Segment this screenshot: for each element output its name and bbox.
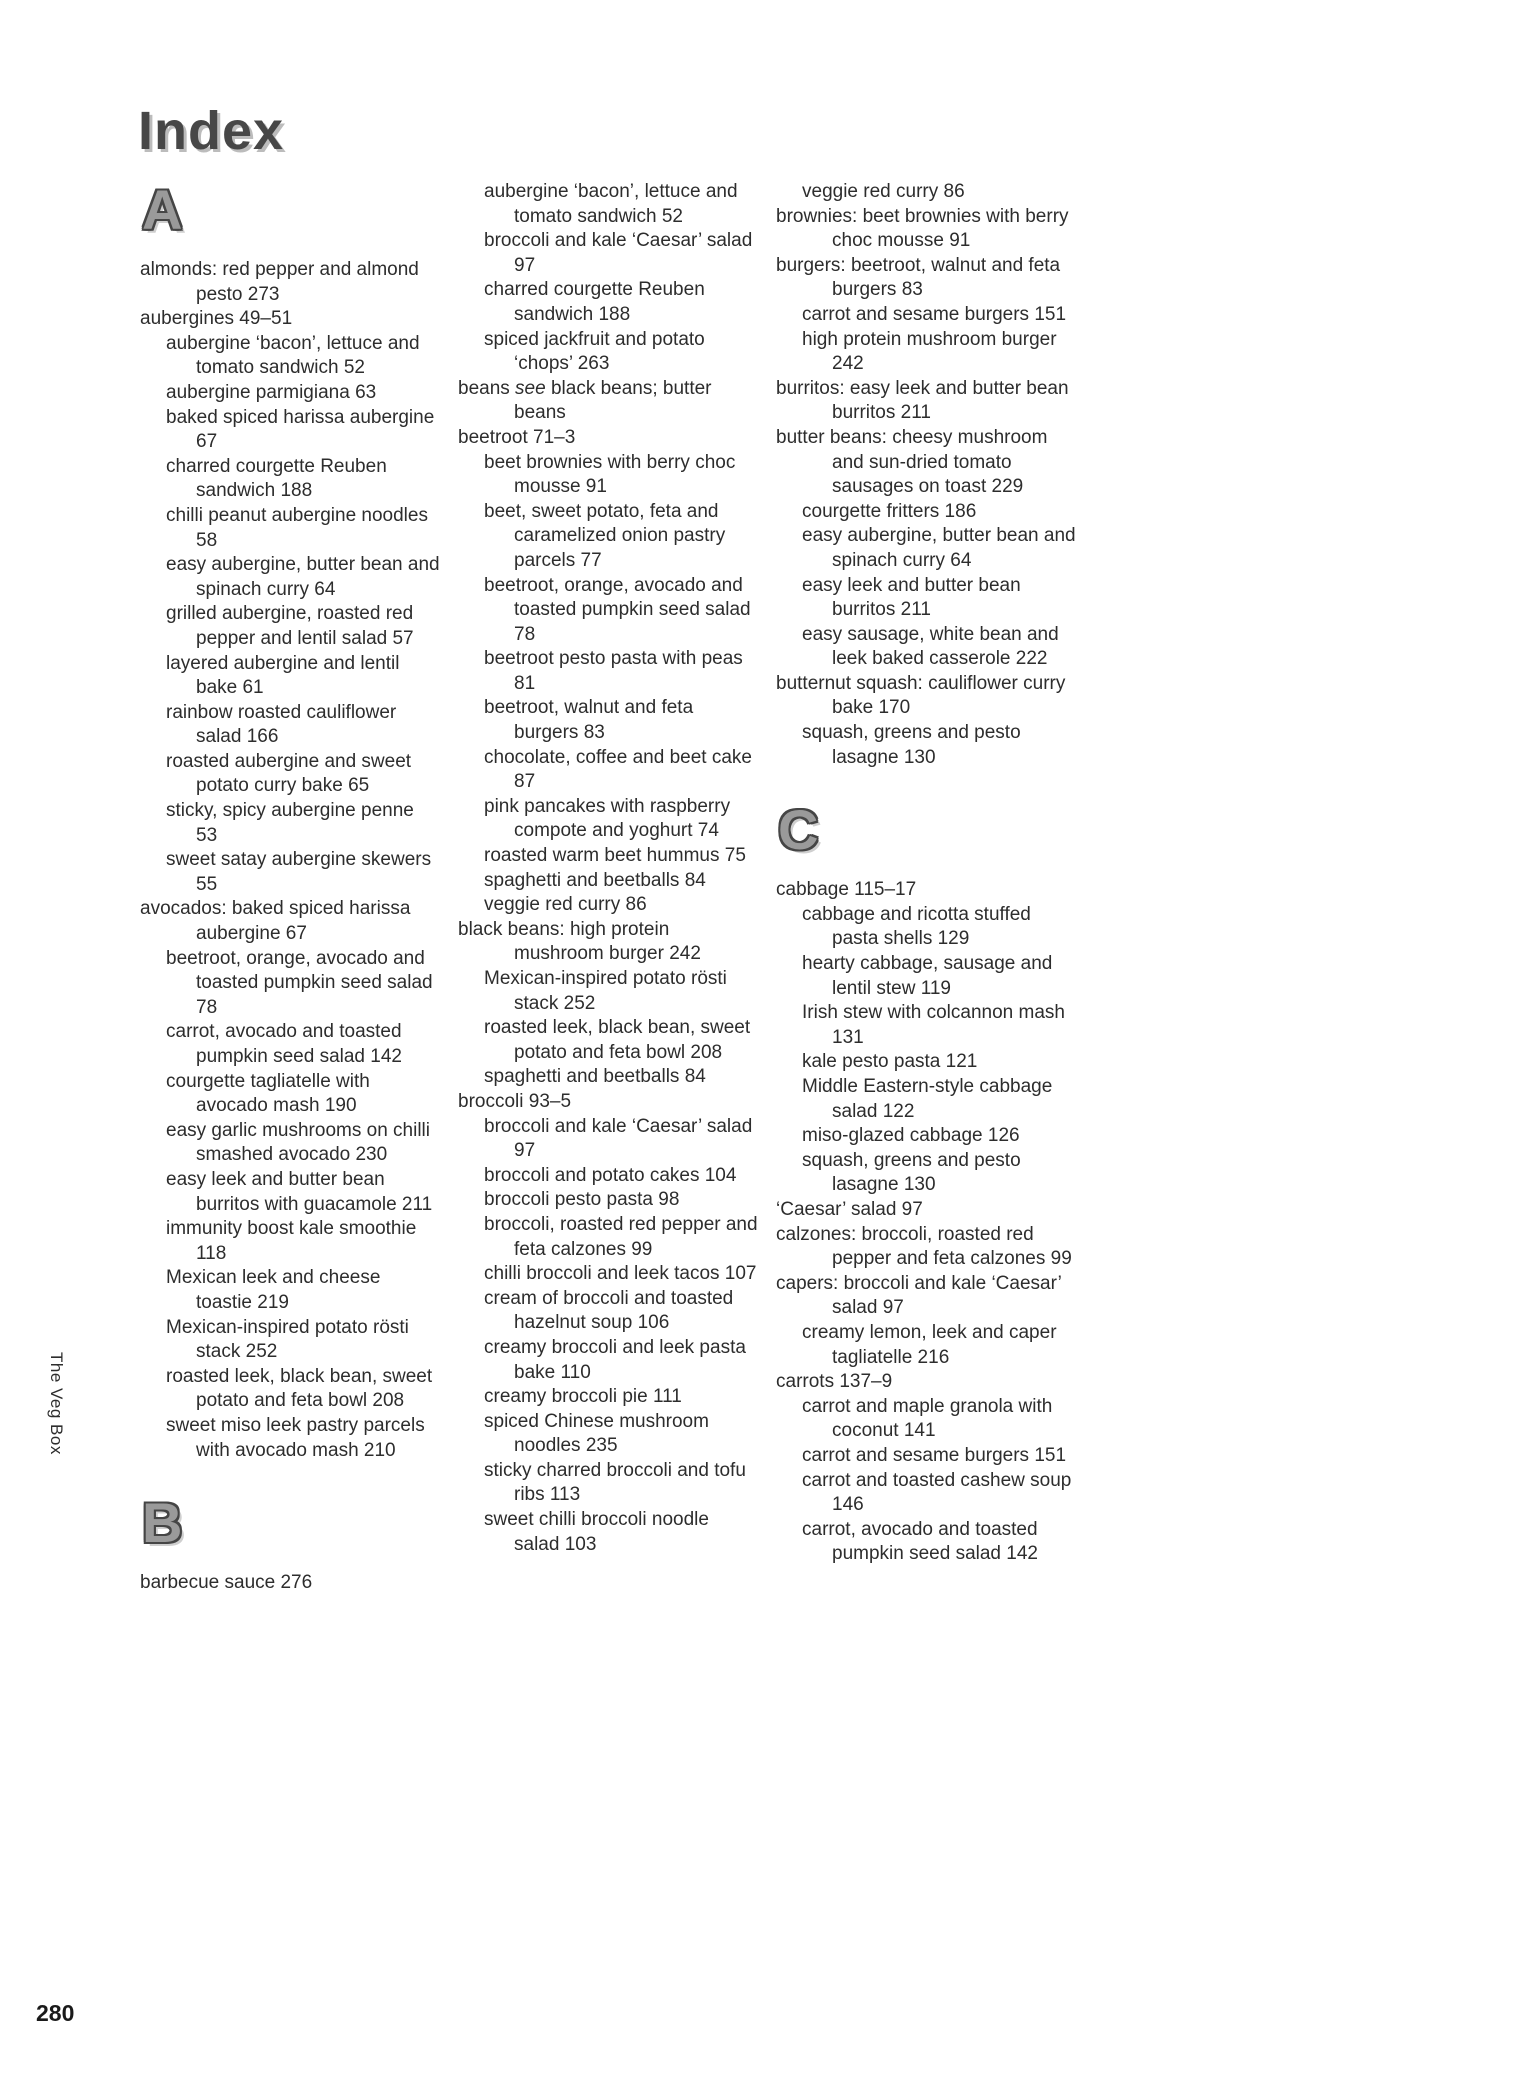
letter-heading-c: C bbox=[778, 798, 819, 862]
index-entry: easy garlic mushrooms on chilli smashed avocado 230 bbox=[166, 1119, 430, 1166]
index-entry: high protein mushroom burger 242 bbox=[802, 328, 1057, 375]
index-entry: layered aubergine and lentil bake 61 bbox=[166, 652, 400, 699]
index-entry: spaghetti and beetballs 84 bbox=[484, 869, 706, 891]
index-entry: cabbage 115–17 bbox=[776, 879, 917, 901]
index-entry: avocados: baked spiced harissa aubergine 67 bbox=[140, 898, 411, 945]
index-entry: carrots 137–9 bbox=[776, 1371, 893, 1393]
index-entry: carrot, avocado and toasted pumpkin seed salad 142 bbox=[166, 1021, 402, 1067]
index-entry: sweet miso leek pastry parcels with avocado mash 210 bbox=[166, 1414, 425, 1461]
index-entry: immunity boost kale smoothie 118 bbox=[166, 1218, 417, 1264]
index-entry: Middle Eastern-style cabbage salad 122 bbox=[802, 1076, 1053, 1122]
index-entry: brownies: beet brownies with berry choc mousse 91 bbox=[776, 205, 1069, 252]
index-entry: aubergine ‘bacon’, lettuce and tomato sandwich 52 bbox=[166, 332, 420, 379]
index-entry: grilled aubergine, roasted red pepper and lentil salad 57 bbox=[166, 603, 414, 649]
index-entry: roasted aubergine and sweet potato curry bake 65 bbox=[166, 750, 412, 797]
index-column bbox=[776, 180, 1076, 1567]
index-entry: beetroot, orange, avocado and toasted pumpkin seed salad 78 bbox=[166, 947, 433, 1018]
index-entry: chilli peanut aubergine noodles 58 bbox=[166, 504, 428, 551]
index-entry: roasted warm beet hummus 75 bbox=[484, 845, 746, 867]
index-entry: roasted leek, black bean, sweet potato and feta bowl 208 bbox=[484, 1017, 751, 1063]
index-entry: sweet chilli broccoli noodle salad 103 bbox=[484, 1509, 709, 1555]
index-entry: sweet satay aubergine skewers 55 bbox=[166, 849, 432, 895]
index-entry: capers: broccoli and kale ‘Caesar’ salad 97 bbox=[776, 1272, 1062, 1319]
index-entry: cream of broccoli and toasted hazelnut soup 106 bbox=[484, 1287, 734, 1334]
index-entry: broccoli and kale ‘Caesar’ salad 97 bbox=[484, 1115, 753, 1162]
index-entry: hearty cabbage, sausage and lentil stew 119 bbox=[802, 953, 1053, 999]
index-entry: beet, sweet potato, feta and caramelized onion pastry parcels 77 bbox=[484, 500, 726, 571]
book-title-sidebar: The Veg Box bbox=[47, 1352, 66, 1455]
letter-heading-a: A bbox=[142, 178, 183, 241]
index-entry: butter beans: cheesy mushroom and sun-dried tomato sausages on toast 229 bbox=[776, 426, 1048, 498]
index-columns bbox=[140, 180, 1076, 1596]
index-entry: creamy broccoli pie 111 bbox=[484, 1386, 682, 1408]
index-entry: easy aubergine, butter bean and spinach curry 64 bbox=[166, 554, 440, 600]
index-entry: beetroot pesto pasta with peas 81 bbox=[484, 648, 743, 694]
page-number: 280 bbox=[36, 2000, 75, 2026]
index-entry: burgers: beetroot, walnut and feta burgers 83 bbox=[776, 254, 1061, 301]
index-entry: creamy broccoli and leek pasta bake 110 bbox=[484, 1336, 746, 1383]
index-entry: beet brownies with berry choc mousse 91 bbox=[484, 451, 736, 498]
index-entry: chilli broccoli and leek tacos 107 bbox=[484, 1263, 757, 1285]
index-entry: Mexican-inspired potato rösti stack 252 bbox=[166, 1316, 409, 1363]
index-entry: beans see black beans; butter beans bbox=[458, 377, 712, 424]
index-entry: courgette tagliatelle with avocado mash 190 bbox=[166, 1070, 370, 1117]
index-entry: baked spiced harissa aubergine 67 bbox=[166, 406, 435, 453]
index-column bbox=[458, 180, 758, 1557]
index-entry: broccoli and kale ‘Caesar’ salad 97 bbox=[484, 230, 753, 276]
index-entry: courgette fritters 186 bbox=[802, 500, 977, 522]
index-entry: veggie red curry 86 bbox=[802, 181, 965, 202]
index-entry: charred courgette Reuben sandwich 188 bbox=[484, 279, 705, 325]
index-entry: broccoli and potato cakes 104 bbox=[484, 1164, 737, 1186]
index-entry: butternut squash: cauliflower curry bake 170 bbox=[776, 672, 1066, 719]
index-entry: burritos: easy leek and butter bean burritos 211 bbox=[776, 377, 1069, 424]
index-entry: black beans: high protein mushroom burger 242 bbox=[458, 918, 701, 965]
index-entry: easy leek and butter bean burritos with guacamole 211 bbox=[166, 1168, 433, 1215]
index-entry: miso-glazed cabbage 126 bbox=[802, 1125, 1020, 1147]
index-entry: carrot, avocado and toasted pumpkin seed salad 142 bbox=[802, 1518, 1038, 1565]
index-entry: ‘Caesar’ salad 97 bbox=[776, 1198, 923, 1220]
index-entry: spiced jackfruit and potato ‘chops’ 263 bbox=[484, 328, 705, 375]
index-entry: carrot and toasted cashew soup 146 bbox=[802, 1469, 1072, 1516]
index-entry: aubergine ‘bacon’, lettuce and tomato sandwich 52 bbox=[484, 181, 738, 227]
index-entry: broccoli pesto pasta 98 bbox=[484, 1189, 680, 1211]
index-entry: squash, greens and pesto lasagne 130 bbox=[802, 722, 1021, 768]
index-entry: pink pancakes with raspberry compote and yoghurt 74 bbox=[484, 795, 731, 842]
index-entry: spaghetti and beetballs 84 bbox=[484, 1066, 706, 1088]
index-entry: broccoli, roasted red pepper and feta calzones 99 bbox=[484, 1213, 758, 1260]
index-entry: calzones: broccoli, roasted red pepper and feta calzones 99 bbox=[776, 1223, 1072, 1270]
index-entry: veggie red curry 86 bbox=[484, 894, 647, 916]
index-entry: spiced Chinese mushroom noodles 235 bbox=[484, 1410, 709, 1457]
index-entry: sticky charred broccoli and tofu ribs 113 bbox=[484, 1459, 746, 1506]
letter-heading-b: B bbox=[142, 1491, 183, 1555]
index-entry: carrot and sesame burgers 151 bbox=[802, 1444, 1067, 1466]
index-entry: easy leek and butter bean burritos 211 bbox=[802, 574, 1021, 621]
index-entry: carrot and sesame burgers 151 bbox=[802, 303, 1067, 325]
index-entry: charred courgette Reuben sandwich 188 bbox=[166, 455, 387, 502]
index-entry: beetroot, orange, avocado and toasted pumpkin seed salad 78 bbox=[484, 574, 751, 645]
index-entry: broccoli 93–5 bbox=[458, 1090, 572, 1112]
index-entry: almonds: red pepper and almond pesto 273 bbox=[140, 259, 419, 305]
index-entry: beetroot, walnut and feta burgers 83 bbox=[484, 697, 694, 744]
index-entry: easy aubergine, butter bean and spinach curry 64 bbox=[802, 525, 1076, 571]
index-entry: chocolate, coffee and beet cake 87 bbox=[484, 746, 752, 793]
index-entry: cabbage and ricotta stuffed pasta shells 129 bbox=[802, 903, 1031, 950]
index-entry: aubergines 49–51 bbox=[140, 308, 293, 330]
index-entry: sticky, spicy aubergine penne 53 bbox=[166, 800, 414, 846]
index-entry: kale pesto pasta 121 bbox=[802, 1051, 978, 1073]
index-entry: carrot and maple granola with coconut 141 bbox=[802, 1395, 1053, 1442]
index-entry: rainbow roasted cauliflower salad 166 bbox=[166, 701, 397, 748]
index-entry: Mexican-inspired potato rösti stack 252 bbox=[484, 968, 727, 1014]
index-entry: Irish stew with colcannon mash 131 bbox=[802, 1002, 1065, 1048]
index-entry: creamy lemon, leek and caper tagliatelle 216 bbox=[802, 1321, 1057, 1368]
index-entry: aubergine parmigiana 63 bbox=[166, 381, 377, 403]
index-entry: squash, greens and pesto lasagne 130 bbox=[802, 1149, 1021, 1196]
index-column bbox=[140, 180, 440, 1596]
index-entry: barbecue sauce 276 bbox=[140, 1572, 313, 1594]
index-entry: easy sausage, white bean and leek baked casserole 222 bbox=[802, 623, 1059, 670]
index-entry: roasted leek, black bean, sweet potato and feta bowl 208 bbox=[166, 1365, 433, 1412]
index-entry: beetroot 71–3 bbox=[458, 426, 576, 448]
page-title: Index bbox=[138, 101, 285, 161]
index-entry: Mexican leek and cheese toastie 219 bbox=[166, 1267, 381, 1313]
